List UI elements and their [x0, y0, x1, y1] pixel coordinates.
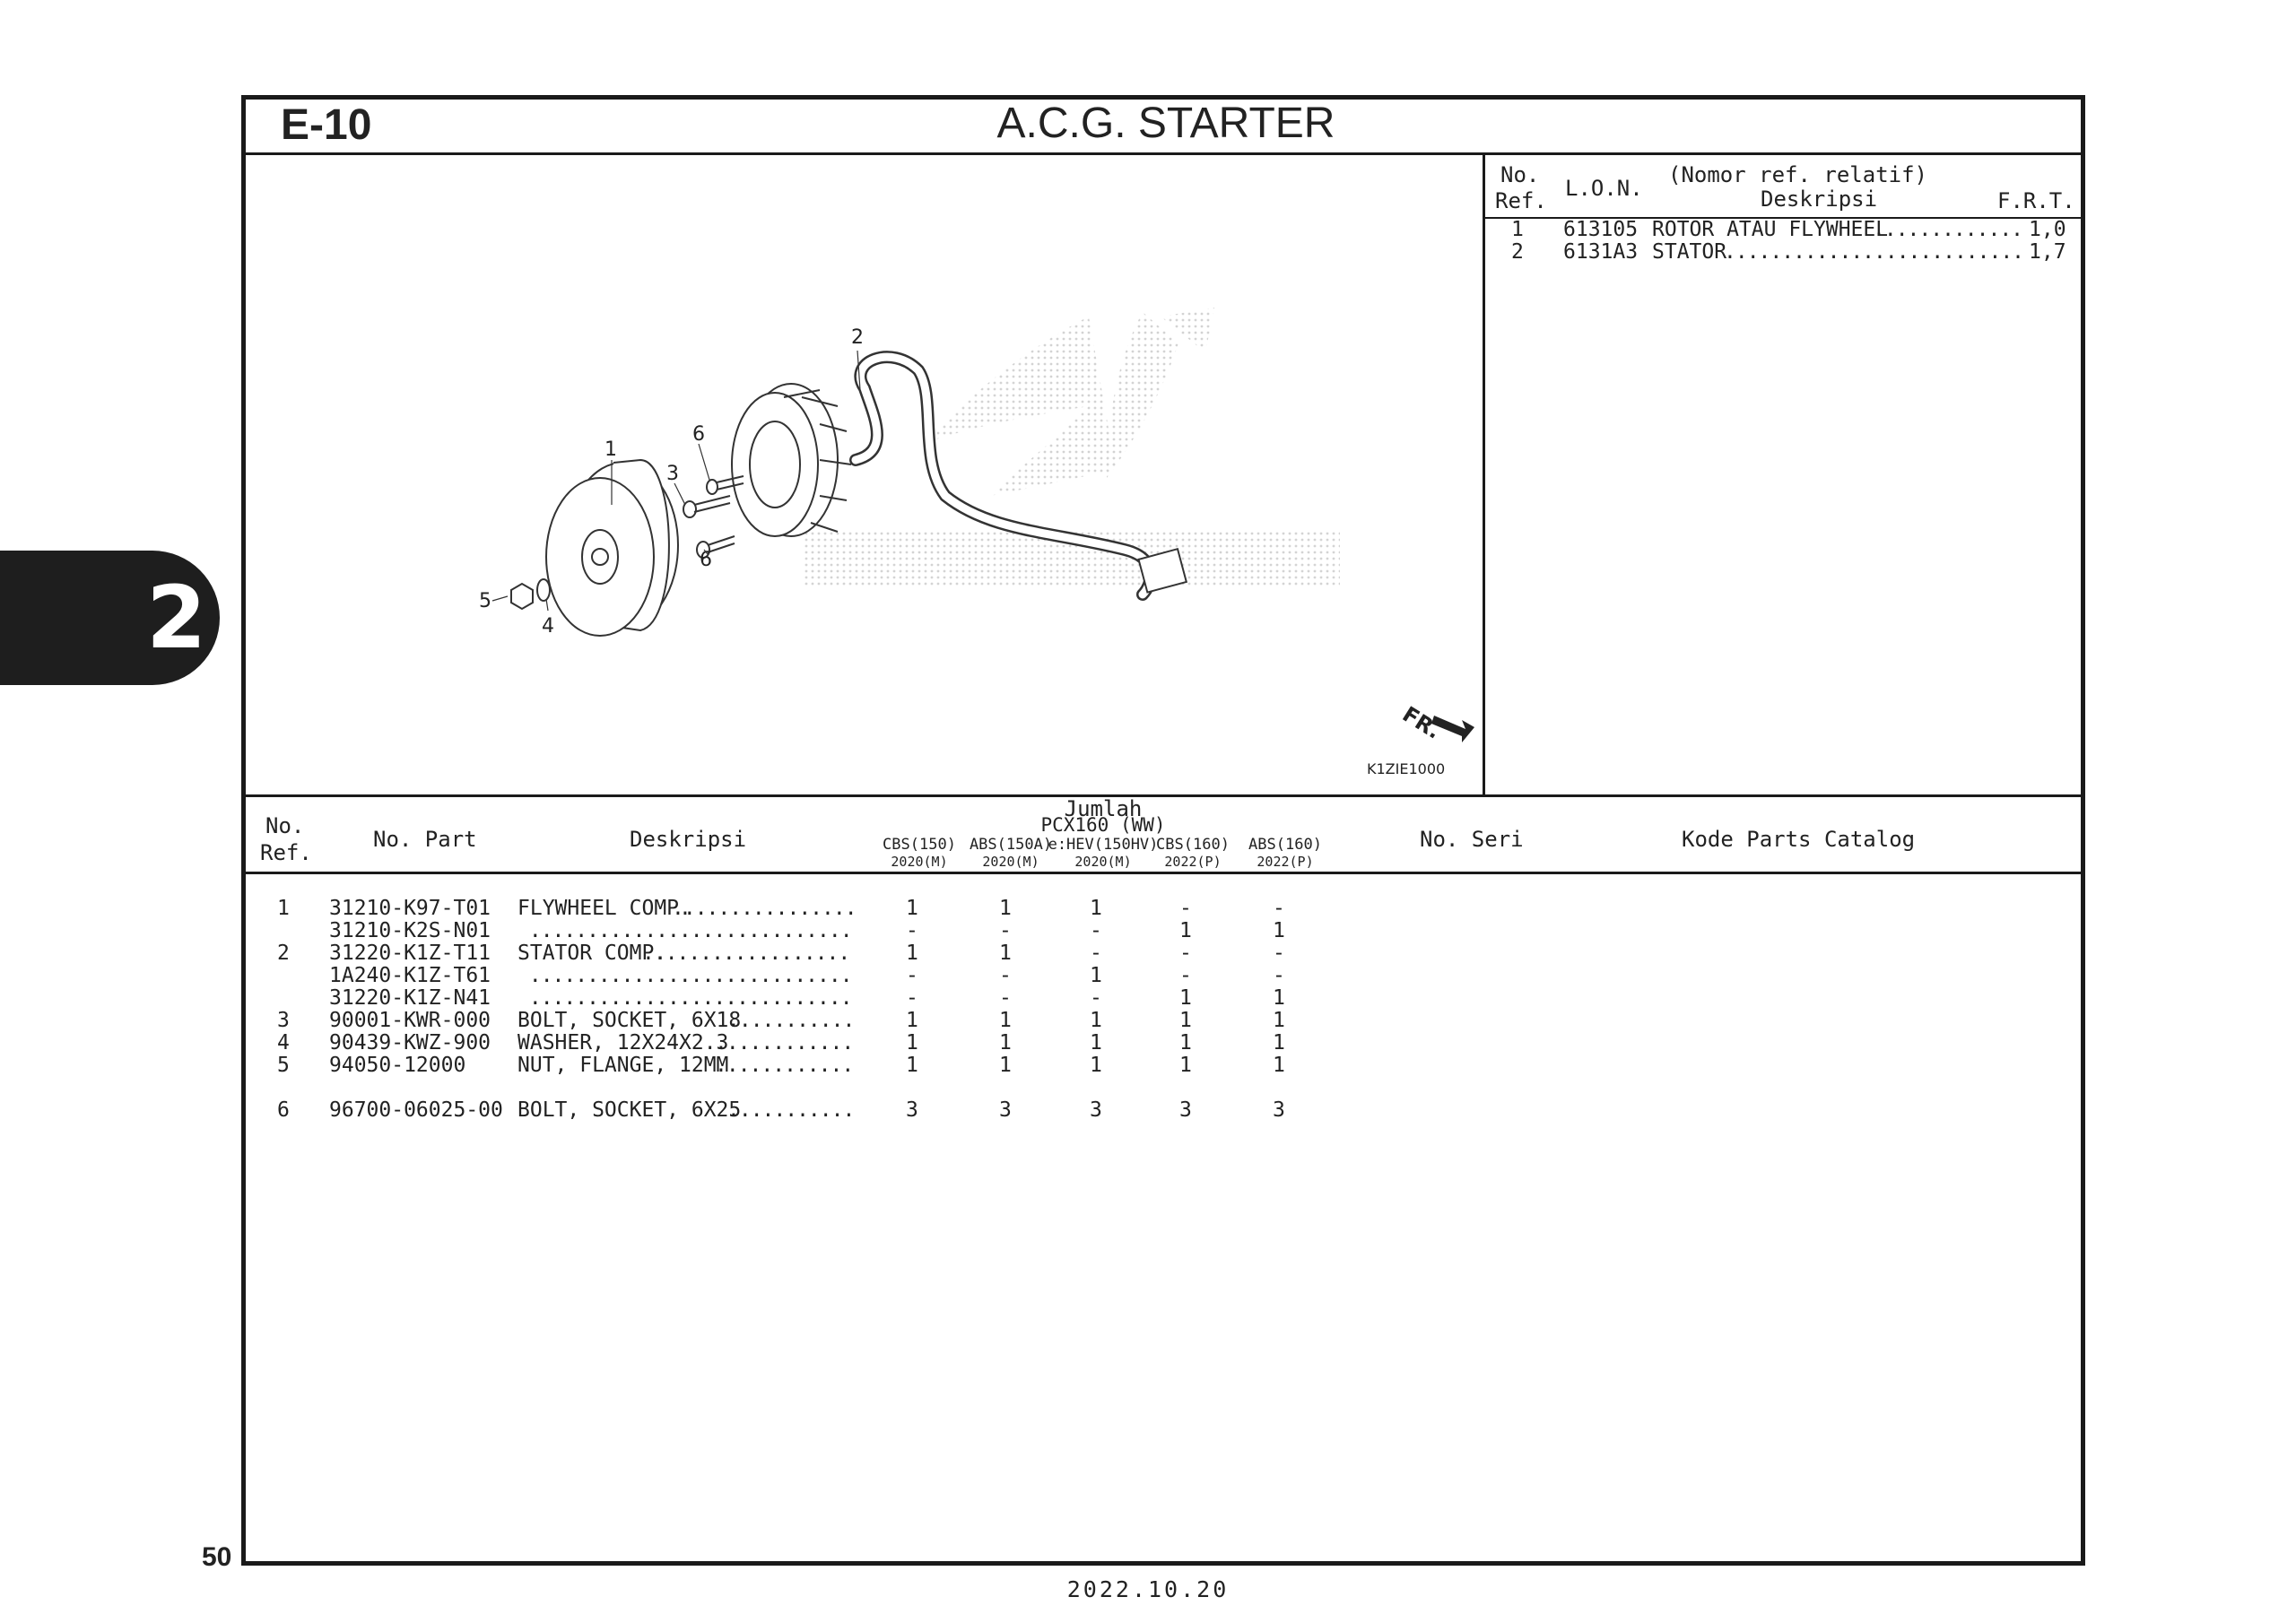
parts-row-desc: NUT, FLANGE, 12MM — [517, 1054, 729, 1077]
ref-row-lon: 6131A3 — [1563, 240, 1639, 264]
qty: 1 — [1179, 919, 1192, 942]
qty: 1 — [1179, 986, 1192, 1010]
parts-row-part: 31210-K2S-N01 — [329, 919, 491, 942]
parts-row-part: 90439-KWZ-900 — [329, 1031, 491, 1055]
parts-row-ref: 5 — [277, 1054, 290, 1077]
parts-row-dots: ............ — [715, 1031, 854, 1055]
parts-row-part: 90001-KWR-000 — [329, 1009, 491, 1032]
parts-header-desc: Deskripsi — [630, 827, 747, 852]
qty: 1 — [906, 1054, 918, 1077]
qty: - — [906, 986, 918, 1010]
parts-header-part: No. Part — [373, 827, 477, 852]
variant-year: 2020(M) — [891, 854, 948, 870]
footer-date: 2022.10.20 — [1066, 1576, 1230, 1602]
parts-row-desc: WASHER, 12X24X2.3 — [517, 1031, 729, 1055]
ref-row-frt: 1,0 — [2029, 218, 2066, 241]
section-tab-number: 2 — [146, 568, 206, 668]
variant-year: 2022(P) — [1164, 854, 1222, 870]
parts-row-part: 1A240-K1Z-T61 — [329, 964, 491, 987]
qty: 1 — [1273, 1031, 1285, 1055]
qty: - — [1090, 919, 1102, 942]
ref-row-desc: STATOR — [1652, 240, 1727, 264]
qty: 1 — [999, 1009, 1012, 1032]
variant-year: 2022(P) — [1257, 854, 1314, 870]
parts-header-jumlah: Jumlah — [1064, 796, 1143, 821]
stator-part — [732, 384, 851, 536]
qty: - — [1273, 897, 1285, 920]
qty: 1 — [906, 942, 918, 965]
ref-header-frt: F.R.T. — [1997, 188, 2075, 213]
ref-row-no: 1 — [1511, 218, 1524, 241]
parts-row-ref: 4 — [277, 1031, 290, 1055]
qty: 3 — [1090, 1098, 1102, 1122]
callout-6: 6 — [700, 549, 712, 571]
parts-row-ref: 3 — [277, 1009, 290, 1032]
qty: 1 — [1090, 897, 1102, 920]
parts-row-dots: ............................ — [517, 919, 852, 942]
parts-row-dots: ........... — [727, 1098, 855, 1122]
parts-row-dots: ................ — [672, 897, 857, 920]
qty: 1 — [1090, 1009, 1102, 1032]
qty: - — [1090, 942, 1102, 965]
ref-row-frt: 1,7 — [2029, 240, 2066, 264]
parts-row-ref: 1 — [277, 897, 290, 920]
qty: 1 — [906, 1009, 918, 1032]
parts-row-desc: BOLT, SOCKET, 6X25 — [517, 1098, 742, 1122]
qty: - — [1090, 986, 1102, 1010]
callout-3: 3 — [666, 463, 679, 485]
page-number: 50 — [202, 1542, 232, 1572]
variant-name: ABS(160) — [1248, 836, 1322, 854]
ref-row-dots: .......................... — [1724, 240, 2024, 264]
qty: 1 — [1273, 1054, 1285, 1077]
callout-1: 1 — [604, 438, 617, 461]
qty: 1 — [999, 1054, 1012, 1077]
ref-header-ref: Ref. — [1495, 188, 1547, 213]
qty: 1 — [1273, 919, 1285, 942]
parts-row-dots: ............................ — [517, 964, 852, 987]
variant-name: CBS(160) — [1156, 836, 1230, 854]
qty: 1 — [1090, 1054, 1102, 1077]
qty: 1 — [999, 897, 1012, 920]
callout-6: 6 — [692, 423, 705, 446]
qty: 1 — [999, 942, 1012, 965]
qty: 3 — [999, 1098, 1012, 1122]
qty: 1 — [1090, 1031, 1102, 1055]
callout-5: 5 — [479, 590, 491, 612]
qty: - — [1179, 897, 1192, 920]
qty: 1 — [1273, 986, 1285, 1010]
qty: - — [906, 919, 918, 942]
qty: 3 — [906, 1098, 918, 1122]
qty: 1 — [1179, 1031, 1192, 1055]
qty: 3 — [1273, 1098, 1285, 1122]
qty: 1 — [906, 1031, 918, 1055]
qty: - — [999, 964, 1012, 987]
qty: - — [1273, 964, 1285, 987]
qty: 3 — [1179, 1098, 1192, 1122]
qty: 1 — [1273, 1009, 1285, 1032]
callout-2: 2 — [851, 326, 864, 349]
parts-row-part: 94050-12000 — [329, 1054, 466, 1077]
variant-name: ABS(150A) — [969, 836, 1053, 854]
parts-row-desc: FLYWHEEL COMP. — [517, 897, 691, 920]
parts-row-dots: ............................ — [517, 986, 852, 1010]
front-direction-arrow — [1398, 701, 1474, 743]
parts-row-desc: STATOR COMP. — [517, 942, 667, 965]
parts-row-part: 31210-K97-T01 — [329, 897, 491, 920]
parts-row-desc: BOLT, SOCKET, 6X18 — [517, 1009, 742, 1032]
qty: 1 — [906, 897, 918, 920]
qty: 1 — [1179, 1054, 1192, 1077]
qty: - — [1273, 942, 1285, 965]
ref-header-lon: L.O.N. — [1565, 176, 1643, 201]
variant-name: CBS(150) — [883, 836, 956, 854]
parts-header-serial: No. Seri — [1420, 827, 1524, 852]
nut-washer-parts — [511, 579, 550, 609]
section-code: E-10 — [281, 101, 372, 149]
parts-row-part: 31220-K1Z-T11 — [329, 942, 491, 965]
ref-row-dots: ............. — [1873, 218, 2023, 241]
page-title: A.C.G. STARTER — [996, 100, 1335, 147]
parts-header-model: PCX160 (WW) — [1040, 814, 1166, 836]
parts-row-dots: .................. — [642, 942, 850, 965]
parts-header-ref: Ref. — [260, 840, 312, 865]
qty: 1 — [999, 1031, 1012, 1055]
qty: 1 — [1090, 964, 1102, 987]
qty: - — [906, 964, 918, 987]
parts-row-ref: 6 — [277, 1098, 290, 1122]
ref-header-nomor: (Nomor ref. relatif) — [1668, 162, 1927, 187]
qty: - — [1179, 964, 1192, 987]
parts-row-dots: ............ — [715, 1054, 854, 1077]
parts-row-part: 96700-06025-00 — [329, 1098, 503, 1122]
ref-row-no: 2 — [1511, 240, 1524, 264]
qty: 1 — [1179, 1009, 1192, 1032]
variant-year: 2020(M) — [982, 854, 1039, 870]
ref-header-no: No. — [1500, 162, 1540, 187]
qty: - — [999, 986, 1012, 1010]
qty: - — [999, 919, 1012, 942]
svg-text:FR.: FR. — [1397, 701, 1446, 744]
variant-year: 2020(M) — [1074, 854, 1132, 870]
qty: - — [1179, 942, 1192, 965]
parts-header-catalog: Kode Parts Catalog — [1682, 827, 1916, 852]
parts-row-dots: ........... — [727, 1009, 855, 1032]
exploded-diagram — [246, 155, 1483, 794]
ref-row-lon: 613105 — [1563, 218, 1639, 241]
parts-row-ref: 2 — [277, 942, 290, 965]
diagram-image-code: K1ZIE1000 — [1367, 760, 1446, 777]
variant-name: e:HEV(150HV) — [1048, 836, 1159, 854]
ref-row-desc: ROTOR ATAU FLYWHEEL — [1652, 218, 1889, 241]
parts-row-part: 31220-K1Z-N41 — [329, 986, 491, 1010]
parts-header-no: No. — [265, 813, 305, 838]
ref-header-desc: Deskripsi — [1761, 187, 1878, 212]
callout-4: 4 — [542, 615, 554, 638]
